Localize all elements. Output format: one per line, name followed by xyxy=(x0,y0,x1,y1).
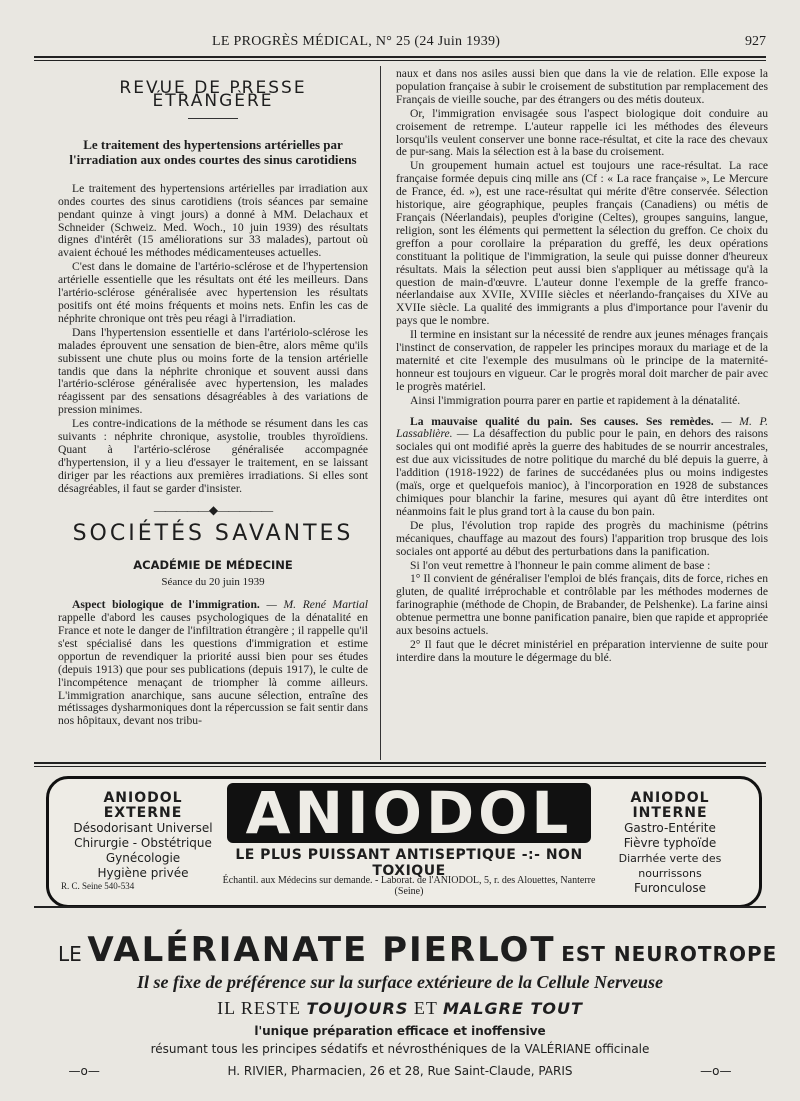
paragraph: C'est dans le domaine de l'artério-sclérose et de l'hypertension artérielle essentielle que les résultats ont été les meilleurs. Dans l'artério-sclérose généralisée avec hypertension les résultats positifs ont été moins fréquents et moins nets. Enfin les cas de néphrite chronique ont très peu réagi à l'irradiation. xyxy=(58,260,368,325)
aniodol-use-item: Furonculose xyxy=(634,881,706,895)
paragraph: De plus, l'évolution trop rapide des progrès du machinisme (pétrins mécaniques, chauffage au mazout des fours) l'apparition trop brusque des lois sociales ont apporté au début des perturbations dans la panification. xyxy=(396,518,768,558)
journal-title: LE PROGRÈS MÉDICAL, N° 25 (24 Juin 1939) xyxy=(212,34,501,49)
aniodol-externe-heading: ANIODOL EXTERNE xyxy=(103,790,183,821)
paragraph: Ainsi l'immigration pourra parer en partie et rapidement à la dénatalité. xyxy=(410,393,741,407)
aniodol-interne-heading: ANIODOL INTERNE xyxy=(630,790,710,821)
paragraph: Un groupement humain actuel est toujours une race-résultat. La race française formée depuis cinq mille ans (Cf : « La race française », Le Mercure de France, éd. »), est une race-résultat qui mérite d'être conservée. Sélection historique, aire géographique, peuples français (Canadiens) ou métis de Français (Néerlandais), peuples d'origine (Celtes), groupes sanguins, langue, religion, sont les éléments qui permettent la sélection du greffon. Ce choix du greffon a pour corollaire la préparation du greffé, les deux opérations constituant la politique de l'immigration, la seule qui puisse donner d'heureux résultats. Mais la sélection peut aussi bien s'appliquer au métissage qu'à la question de main-d'œuvre. L'auteur donne l'exemple de la greffe franco-néerlandaise aux XVIIe, XVIIIe siècles et néerlando-françaises du XIVe au XVIIe siècle. La qualité des immigrants a plus d'importance pour l'avenir du pays que le nombre. xyxy=(396,159,768,328)
slogan-part: IL RESTE xyxy=(217,998,301,1018)
left-column xyxy=(58,78,368,729)
slogan-emphasis: TOUJOURS xyxy=(306,999,409,1018)
aniodol-use-item: Désodorisant Universel xyxy=(73,821,213,835)
paragraph: Les contre-indications de la méthode se résument dans les cas suivants : néphrite chronique, asystolie, troubles thyroïdiens. Quant à l'artério-sclérose généralisée accompagnée d'hypertension, il y a lieu d'essayer le traitement, en se laissant diriger par les réactions aux premières irradiations. Si elles sont désagréables, il faut se garder d'insister. xyxy=(58,417,368,495)
column-divider xyxy=(380,66,381,760)
aniodol-use-item: Diarrhée verte des nourrissons xyxy=(618,852,722,880)
paragraph: 2° Il faut que le décret ministériel en préparation intervienne de suite pour interdire dans la mouture le dégermage du blé. xyxy=(396,637,768,664)
paragraph: Le traitement des hypertensions artérielles par irradiation aux ondes courtes des sinus carotidiens (trois séances par semaine pendant quinze à vingt jours) a donné à MM. Delachaux et Schneider (Schweiz. Med. Woch., 10 juin 1939) des résultats dignes d'intérêt (15 améliorations sur 33 malades), partout où avaient échoué les méthodes médicamenteuses actuelles. xyxy=(58,181,368,260)
article-pain xyxy=(396,416,768,519)
paragraph: Si l'on veut remettre à l'honneur le pain comme aliment de base : xyxy=(410,558,711,572)
product-name: VALÉRIANATE PIERLOT xyxy=(87,930,556,970)
right-column xyxy=(396,68,768,666)
valerianate-claim: Il se fixe de préférence sur la surface extérieure de la Cellule Nerveuse xyxy=(137,972,663,992)
aniodol-use-item: Chirurgie - Obstétrique xyxy=(74,836,212,850)
pharmacist-address: H. RIVIER, Pharmacien, 26 et 28, Rue Saint-Claude, PARIS xyxy=(227,1064,573,1078)
aniodol-sample-line: Échantil. aux Médecins sur demande. - Laborat. de l'ANIODOL, 5, r. des Alouettes, Nanterre (Seine) xyxy=(222,875,596,897)
aniodol-advertisement xyxy=(46,776,762,908)
article-author: — M. P. Lassablière. xyxy=(396,414,768,441)
slogan-part: ET xyxy=(413,998,438,1018)
article-text: — La désaffection du public pour le pain, en dehors des raisons sociales qui ont modifié après la guerre des habitudes de se nourrir ancestrales, est due aux vicissitudes de notre politique du marché du blé depuis la guerre, à l'addition (1918-1922) de farines de succédanées plus ou moins indigestes (maïs, orge et quelquefois manioc), à l'incorporation en 1928 de substances chimiques pour blanchir la farine, mesures qui ayant dû être interdites ont néanmoins fait le plus grand tort à la cause du bon pain. xyxy=(396,427,768,518)
aniodol-logo: ANIODOL xyxy=(227,783,591,843)
academy-heading: ACADÉMIE DE MÉDECINE xyxy=(133,558,293,573)
ornament-left: —o— xyxy=(68,1064,100,1078)
aniodol-use-item: Gastro-Entérite xyxy=(624,821,716,835)
valerianate-advertisement xyxy=(40,914,778,1084)
paragraph: Il termine en insistant sur la nécessité de rendre aux jeunes ménages français l'instinct de conservation, de rappeler les principes moraux du mariage et de la maternité et cite l'exemple des musulmans où le principe de la maternité-honneur est toujours en vigueur. Car le progrès moral doit marcher de pair avec le progrès matériel. xyxy=(396,328,768,393)
article-immigration xyxy=(58,599,368,728)
aniodol-registration: R. C. Seine 540-534 xyxy=(61,881,135,891)
header-rule-thin xyxy=(34,60,766,61)
header-rule xyxy=(34,56,766,58)
valerianate-unique-line: l'unique préparation efficace et inoffensive xyxy=(254,1024,546,1038)
aniodol-use-item: Gynécologie xyxy=(105,851,181,865)
aniodol-use-item: Fièvre typhoïde xyxy=(623,836,717,850)
section-rule xyxy=(188,118,238,119)
aniodol-use-item: Hygiène privée xyxy=(97,866,189,880)
paragraph: Or, l'immigration envisagée sous l'aspect biologique doit conduire au croisement de retrempe. L'auteur rappelle ici les méthodes des éleveurs lorsqu'ils veulent conserver une bonne race-résultat, et cite la race des chevaux de pur-sang. Mais la sélection est à la base du croisement. xyxy=(396,106,768,159)
valerianate-headline xyxy=(58,930,778,970)
session-date: Séance du 20 juin 1939 xyxy=(161,576,265,589)
paragraph: 1° Il convient de généraliser l'emploi de blés français, dits de force, riches en gluten, de qualité irréprochable et contrôlable par les méthodes modernes de farinographie (méthode de Chopin, de Brabander, de Pelshenke). La farine ainsi obtenue permettra une bonne panification panaire, bien que rapide et appropriée aux besoins actuels. xyxy=(396,572,768,638)
headline-le: LE xyxy=(58,942,82,966)
article-lead: Aspect biologique de l'immigration. xyxy=(72,598,260,612)
aniodol-externe-block xyxy=(69,791,217,881)
ad-separator-rule xyxy=(34,906,766,908)
page-number: 927 xyxy=(745,34,766,49)
article-title-hypertension: Le traitement des hypertensions artérielles par l'irradiation aux ondes courtes des sinus carotidiens xyxy=(69,136,357,167)
section-title-societes: SOCIÉTÉS SAVANTES xyxy=(72,521,354,547)
ornament-right: —o— xyxy=(700,1064,732,1078)
paragraph: Dans l'hypertension essentielle et dans l'artériolo-sclérose les malades éprouvent une sensation de bien-être, alors même qu'ils subissent une chute plus ou moins forte de la tension artérielle tandis que dans la néphrite chronique et souvent aussi dans l'artério-sclérose généralisée avec hypertension, les malades réagissent par des sensations désagréables à des variations de pression minimes. xyxy=(58,325,368,417)
slogan-emphasis: MALGRE TOUT xyxy=(443,999,583,1018)
section-title-revue: REVUE DE PRESSE ÉTRANGÈRE xyxy=(119,78,307,111)
headline-tail: EST NEUROTROPE xyxy=(561,942,778,966)
article-lead: La mauvaise qualité du pain. Ses causes. Ses remèdes. xyxy=(410,414,714,428)
valerianate-slogan xyxy=(40,998,760,1019)
ornament-divider: —————◆————— xyxy=(153,502,273,517)
running-head xyxy=(0,34,800,54)
article-text: rappelle d'abord les causes psychologiques de la dénatalité en France et note le danger de l'infiltration étrangère ; il rappelle qu'il s'est spécialisé dans les questions d'immigration et estime opportun de revendiquer la priorité aussi bien pour ses études (depuis 1913) que pour ses publications (depuis 1917), le culte de l'incompétence menaçant de triompher là comme ailleurs. L'immigration anarchique, sans aucune sélection, entraîne des métissages dysharmoniques dont la répercussion se fait sentir dans nos hôpitaux, devant nos tribu- xyxy=(58,611,368,728)
valerianate-address-line xyxy=(40,1064,760,1078)
valerianate-principles-line: résumant tous les principes sédatifs et névrosthéniques de la VALÉRIANE officinale xyxy=(150,1042,650,1056)
ad-rule xyxy=(34,762,766,764)
aniodol-tagline: LE PLUS PUISSANT ANTISEPTIQUE -:- NON TOXIQUE xyxy=(235,847,583,879)
article-author: — M. René Martial xyxy=(266,598,368,612)
ad-rule-thin xyxy=(34,766,766,767)
aniodol-interne-block xyxy=(595,791,745,896)
paragraph: naux et dans nos asiles aussi bien que dans la vie de relation. Elle expose la population française à subir le croisement de substitution par remplacement des Français de vieille souche, par des étrangers ou des métis douteux. xyxy=(396,67,768,106)
